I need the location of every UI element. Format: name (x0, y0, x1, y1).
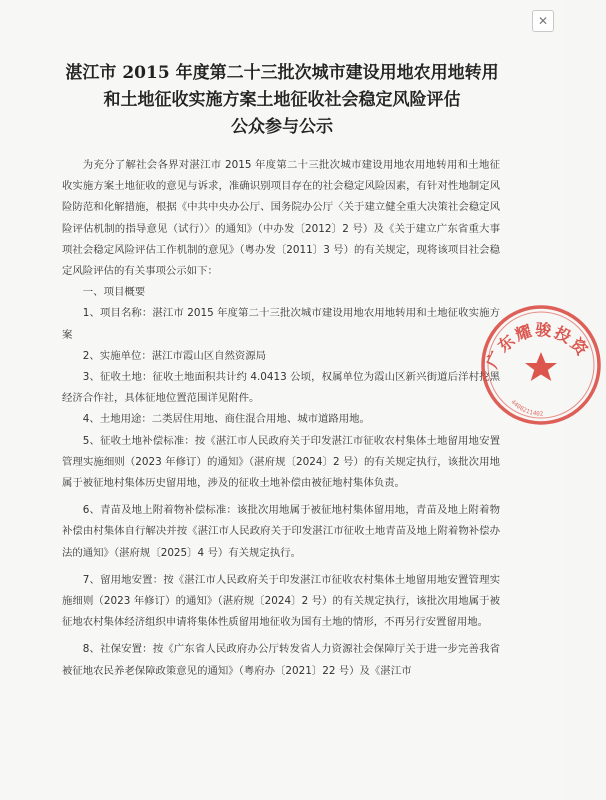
item-crop-compensation: 6、青苗及地上附着物补偿标准：该批次用地属于被征地村集体留用地，青苗及地上附着物补偿由村集体自行解决并按《湛江市人民政府关于印发湛江市征收土地青苗及地上附着物补偿办法的通知》（湛府规〔2025〕4 号）有关规定执行。 (62, 504, 500, 559)
title-line-1: 湛江市 2015 年度第二十三批次城市建设用地农用地转用 (65, 63, 499, 83)
item-project-name: 1、项目名称：湛江市 2015 年度第二十三批次城市建设用地农用地转用和土地征收实施方案 (62, 307, 500, 341)
close-icon: ✕ (537, 14, 549, 28)
item-land-use: 4、土地用途：二类居住用地、商住混合用地、城市道路用地。 (82, 413, 370, 426)
svg-text:4408211402: 4408211402 (509, 398, 544, 418)
item-land-acquisition: 3、征收土地：征收土地面积共计约 4.0413 公顷，权属单位为霞山区新兴街道后洋村挖黑经济合作社，具体征地位置范围详见附件。 (62, 371, 500, 405)
seal-star-icon (525, 352, 557, 381)
item-reserved-land: 7、留用地安置：按《湛江市人民政府关于印发湛江市征收农村集体土地留用地安置管理实施细则（2023 年修订）的通知》（湛府规〔2024〕2 号）的有关规定执行，该批次用地属于被征地农村集体经济组织申请将集体性质留用地征收为国有土地的情形，不再另行安置留用地。 (62, 573, 500, 629)
document-body (62, 155, 500, 682)
company-seal (476, 300, 606, 430)
close-button[interactable] (532, 10, 554, 32)
document-title (60, 60, 504, 141)
item-implementer: 2、实施单位：湛江市霞山区自然资源局 (82, 349, 267, 362)
svg-text:广东耀骏投资: 广东耀骏投资 (482, 320, 593, 372)
item-social-security: 8、社保安置：按《广东省人民政府办公厅转发省人力资源社会保障厅关于进一步完善我省被征地农民养老保障政策意见的通知》（粤府办〔2021〕22 号）及《湛江市 (62, 643, 500, 677)
item-compensation-standard: 5、征收土地补偿标准：按《湛江市人民政府关于印发湛江市征收农村集体土地留用地安置管理实施细则（2023 年修订）的通知》（湛府规〔2024〕2 号）的有关规定执行，该批次用地属于被征地村集体历史留用地，涉及的征收土地补偿由被征地村集体负责。 (62, 434, 500, 490)
intro-paragraph: 为充分了解社会各界对湛江市 2015 年度第二十三批次城市建设用地农用地转用和土地征收实施方案土地征收的意见与诉求，准确识别项目存在的社会稳定风险因素，有针对性地制定风险防范和化解措施，根据《中共中央办公厅、国务院办公厅〈关于建立健全重大决策社会稳定风险评估机制的指导意见（试行）〉的通知》（中办发〔2012〕2 号）及《关于建立广东省重大事项社会稳定风险评估工作机制的意见》（粤办发〔2011〕3 号）的有关规定，现将该项目社会稳定风险评估的有关事项公示如下： (62, 159, 500, 278)
title-line-3: 公众参与公示 (231, 117, 333, 137)
section-heading: 一、项目概要 (82, 286, 146, 299)
title-line-2: 和土地征收实施方案土地征收社会稳定风险评估 (103, 90, 461, 110)
